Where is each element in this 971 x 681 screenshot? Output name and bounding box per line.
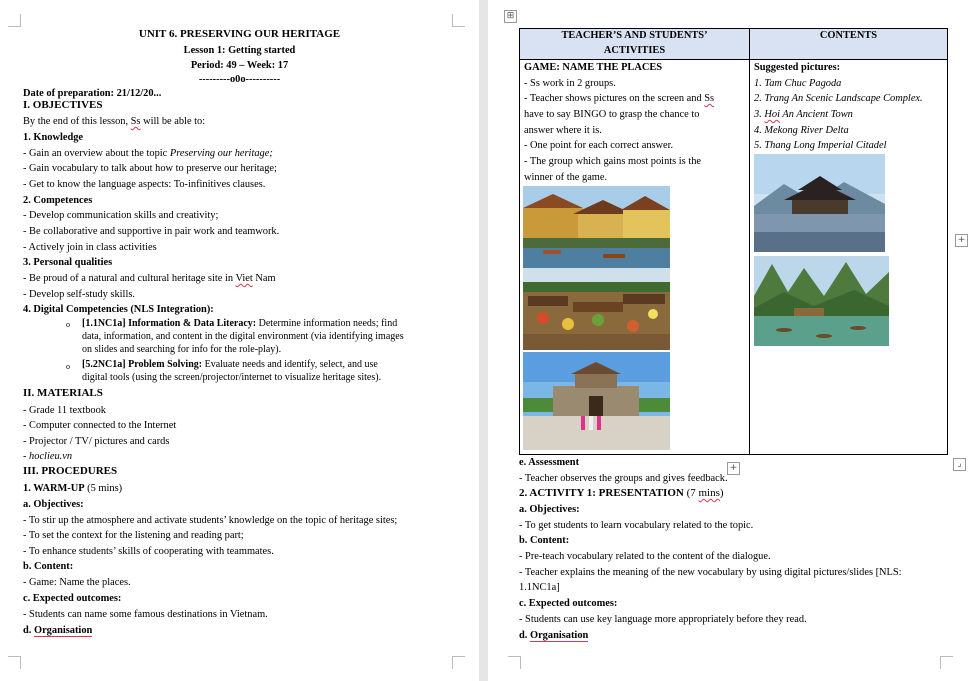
- knowledge-item: - Get to know the language aspects: To-infinitives clauses.: [23, 179, 266, 190]
- add-row-icon[interactable]: +: [727, 462, 740, 475]
- header-activities-line2: ACTIVITIES: [603, 45, 666, 56]
- circle-bullet-icon: o: [66, 320, 70, 329]
- warm-up-heading: [23, 481, 122, 497]
- text-span: Evaluate needs and identify, select, and use: [202, 359, 378, 370]
- thang-long-citadel-photo: [523, 352, 670, 450]
- objective-item: - To stir up the atmosphere and activate students’ knowledge on the topic of heritage sites;: [23, 515, 398, 526]
- text-span: (7: [683, 487, 699, 499]
- crop-mark: [8, 14, 21, 27]
- text-span: Determine information needs; find: [256, 318, 398, 329]
- unit-title: UNIT 6. PRESERVING OUR HERITAGE: [138, 28, 341, 40]
- period-line: Period: 49 – Week: 17: [190, 60, 289, 71]
- picture-name: 4. Mekong River Delta: [754, 125, 849, 136]
- resize-handle-icon[interactable]: ⌟: [953, 458, 966, 471]
- crop-mark: [452, 14, 465, 27]
- text-span: An Ancient Town: [779, 109, 853, 120]
- picture-name: 5. Thang Long Imperial Citadel: [754, 140, 887, 151]
- header-activities-line1: TEACHER’S AND STUDENTS’: [561, 30, 708, 41]
- picture-name: 1. Tam Chuc Pagoda: [754, 78, 842, 89]
- outcomes-subheading: c. Expected outcomes:: [519, 598, 618, 609]
- picture-name: 2. Trang An Scenic Landscape Complex.: [754, 93, 923, 104]
- game-step: have to say BINGO to grasp the chance to: [524, 109, 700, 120]
- game-step: [524, 91, 714, 107]
- text-span: Nam: [252, 273, 276, 284]
- circle-bullet-icon: o: [66, 362, 70, 371]
- digital-competencies-heading: 4. Digital Competencies (NLS Integration):: [23, 304, 214, 315]
- date-of-preparation: Date of preparation: 21/12/20...: [23, 88, 162, 99]
- content-item: - Game: Name the places.: [23, 577, 131, 588]
- trang-an-photo: [754, 256, 889, 346]
- personal-qualities-heading: 3. Personal qualities: [23, 257, 113, 268]
- text-span: - Teacher shows pictures on the screen and: [524, 93, 705, 104]
- outcome-item: - Students can use key language more appropriately before they read.: [519, 614, 807, 625]
- game-step: - The group which gains most points is the: [524, 156, 702, 167]
- picture-name: [754, 107, 853, 123]
- competence-item: - Develop communication skills and creativity;: [23, 210, 219, 221]
- content-item: - Teacher explains the meaning of the new vocabulary by using digital pictures/slides [NLS:: [519, 567, 902, 578]
- spelling-flag[interactable]: Hoi: [764, 109, 780, 120]
- digital-competency-text: data, information, and content in the digital environment (via identifying images: [82, 331, 404, 342]
- competences-heading: 2. Competences: [23, 195, 93, 206]
- crop-mark: [8, 656, 21, 669]
- activity-heading: [519, 486, 724, 502]
- material-item: - Grade 11 textbook: [23, 405, 107, 416]
- objectives-subheading: a. Objectives:: [23, 499, 84, 510]
- text-span: By the end of this lesson,: [23, 116, 131, 127]
- objective-item: - To set the context for the listening and reading part;: [23, 530, 244, 541]
- document-page-right: [488, 0, 971, 681]
- organisation-heading: [519, 628, 588, 644]
- digital-competency-text: on slides and searching for info for the role-play).: [82, 344, 282, 355]
- digital-competency-item: [82, 358, 378, 371]
- text-span: 3.: [754, 109, 765, 120]
- digital-competency-item: [82, 317, 397, 330]
- organisation-heading: [23, 623, 92, 639]
- objectives-subheading: a. Objectives:: [519, 504, 580, 515]
- game-step: - One point for each correct answer.: [524, 140, 674, 151]
- digital-competency-text: digital tools (using the screen/projector/internet to visualize heritage sites).: [82, 372, 382, 383]
- move-handle-icon[interactable]: ⊞: [504, 10, 517, 23]
- spelling-flag[interactable]: Ss: [704, 93, 715, 104]
- content-subheading: b. Content:: [519, 535, 570, 546]
- crop-mark: [452, 656, 465, 669]
- procedures-heading: III. PROCEDURES: [23, 465, 118, 477]
- content-item: - Pre-teach vocabulary related to the content of the dialogue.: [519, 551, 771, 562]
- spelling-flag[interactable]: mins: [698, 487, 720, 499]
- document-page-left: [0, 0, 479, 681]
- text-span: [1.1NC1a] Information & Data Literacy:: [82, 318, 257, 329]
- crop-mark: [508, 656, 521, 669]
- text-span: d.: [23, 625, 34, 636]
- content-subheading: b. Content:: [23, 561, 74, 572]
- knowledge-item: [23, 146, 273, 162]
- text-span: Preserving our heritage;: [169, 148, 273, 159]
- text-span: - Be proud of a natural and cultural heritage site in: [23, 273, 236, 284]
- suggested-pictures-heading: Suggested pictures:: [754, 62, 841, 73]
- header-contents: CONTENTS: [819, 30, 878, 41]
- objectives-heading: I. OBJECTIVES: [23, 99, 103, 111]
- objectives-intro: [23, 114, 205, 130]
- material-item: - Projector / TV/ pictures and cards: [23, 436, 170, 447]
- spelling-flag[interactable]: Organisation: [33, 625, 93, 636]
- lesson-title: Lesson 1: Getting started: [183, 45, 296, 56]
- spelling-flag[interactable]: Organisation: [529, 630, 589, 641]
- material-item: - hoclieu.vn: [23, 451, 73, 462]
- text-span: [5.2NC1a] Problem Solving:: [82, 359, 203, 370]
- hoi-an-photo: [523, 186, 670, 268]
- game-step: winner of the game.: [524, 172, 608, 183]
- divider-line: ---------o0o----------: [198, 74, 281, 85]
- objective-item: - To enhance students’ skills of cooperating with teammates.: [23, 546, 274, 557]
- outcome-item: - Students can name some famous destinations in Vietnam.: [23, 609, 268, 620]
- assessment-item: - Teacher observes the groups and gives feedback.: [519, 473, 728, 484]
- objective-item: - To get students to learn vocabulary related to the topic.: [519, 520, 754, 531]
- text-span: 2. ACTIVITY 1: PRESENTATION: [519, 487, 684, 499]
- text-span: - Gain an overview about the topic: [23, 148, 170, 159]
- content-item: 1.1NC1a]: [519, 582, 560, 593]
- personal-quality-item: - Develop self-study skills.: [23, 289, 135, 300]
- competence-item: - Actively join in class activities: [23, 242, 157, 253]
- text-span: 1. WARM-UP: [23, 483, 85, 494]
- game-step: answer where it is.: [524, 125, 602, 136]
- personal-quality-item: [23, 271, 276, 287]
- competence-item: - Be collaborative and supportive in pair work and teamwork.: [23, 226, 280, 237]
- knowledge-item: - Gain vocabulary to talk about how to preserve our heritage;: [23, 163, 277, 174]
- tam-chuc-pagoda-photo: [754, 154, 885, 252]
- game-title: GAME: NAME THE PLACES: [524, 62, 663, 73]
- outcomes-subheading: c. Expected outcomes:: [23, 593, 122, 604]
- spelling-flag[interactable]: Ss: [130, 116, 141, 127]
- knowledge-heading: 1. Knowledge: [23, 132, 84, 143]
- materials-heading: II. MATERIALS: [23, 387, 103, 399]
- assessment-heading: e. Assessment: [519, 457, 580, 468]
- material-item: - Computer connected to the Internet: [23, 420, 177, 431]
- text-span: ): [719, 487, 724, 499]
- add-column-icon[interactable]: +: [955, 234, 968, 247]
- text-span: d.: [519, 630, 530, 641]
- text-span: (5 mins): [84, 483, 123, 494]
- text-span: will be able to:: [140, 116, 206, 127]
- mekong-delta-photo: [523, 268, 670, 350]
- game-step: - Ss work in 2 groups.: [524, 78, 616, 89]
- spelling-flag[interactable]: Viet: [235, 273, 253, 284]
- crop-mark: [940, 656, 953, 669]
